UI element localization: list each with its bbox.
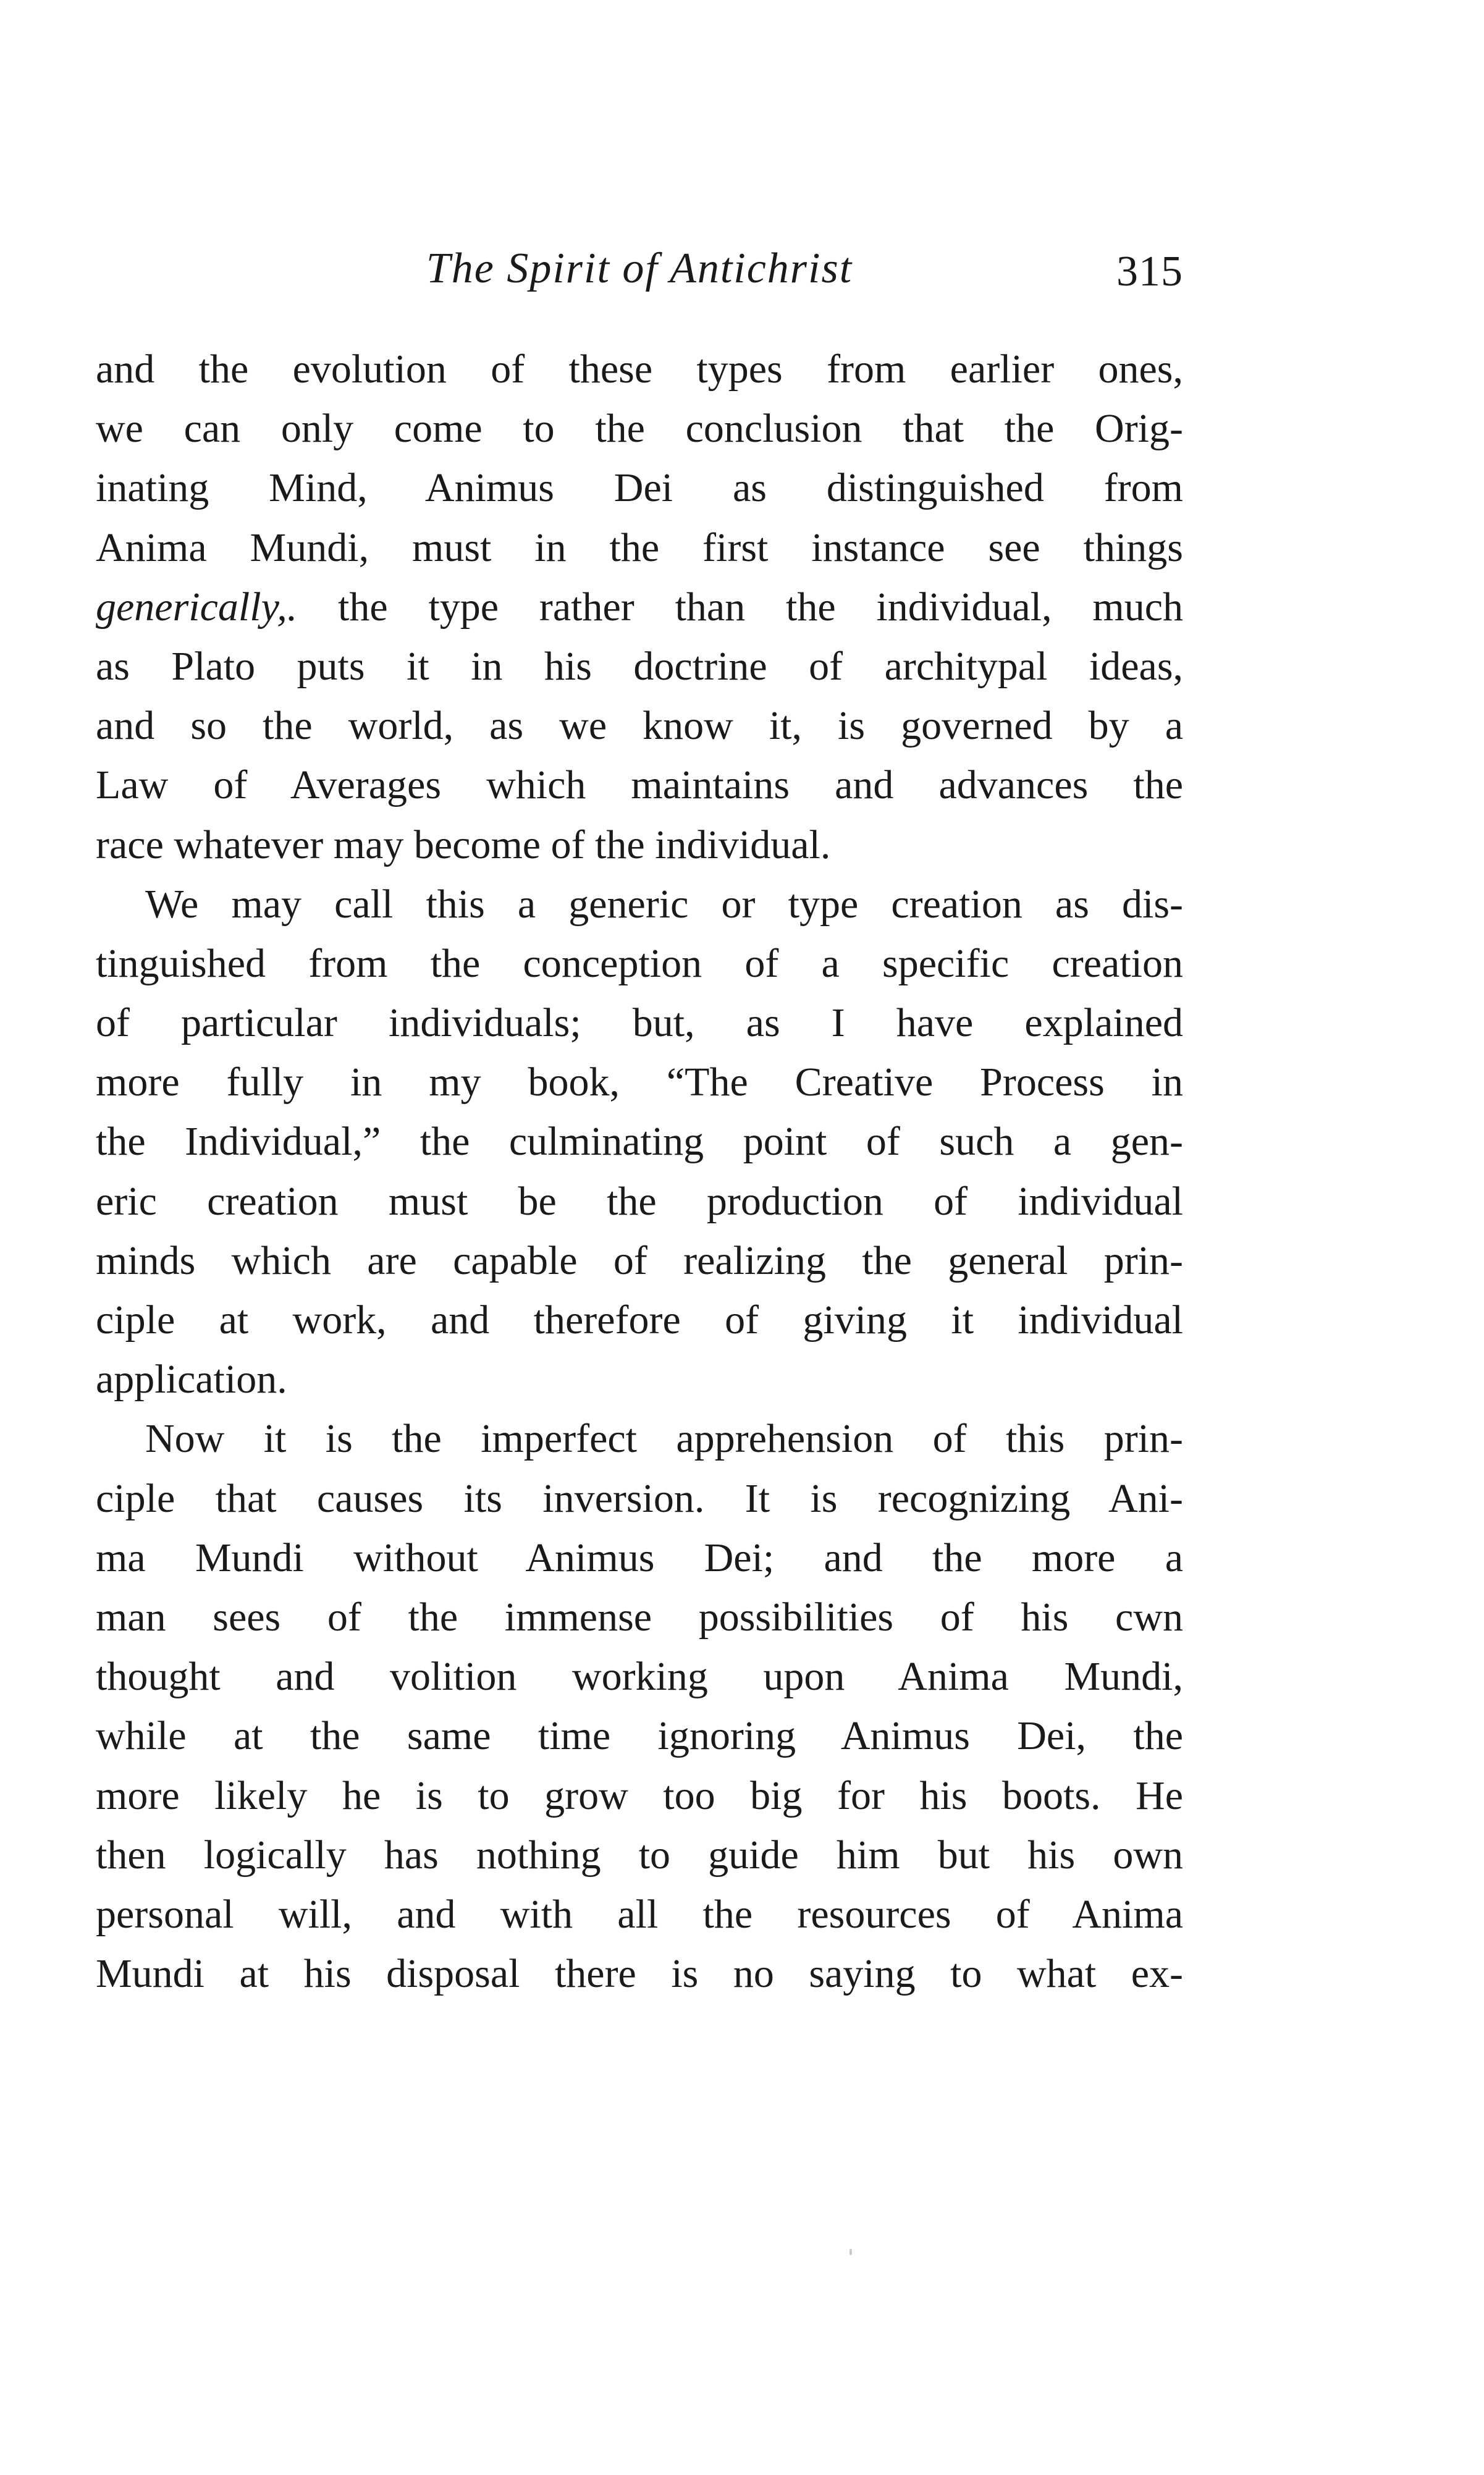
running-head <box>96 238 1183 312</box>
text-line: Mundi at his disposal there is no saying to what ex- <box>96 1951 1183 1997</box>
text-line: race whatever may become of the individual. <box>96 822 831 867</box>
italic-word: generically,. <box>96 584 298 630</box>
text-line: thought and volition working upon Anima Mundi, <box>96 1654 1183 1700</box>
text-line: Law of Averages which maintains and advances the <box>96 762 1183 808</box>
text-line: ma Mundi without Animus Dei; and the more a <box>96 1535 1183 1580</box>
text-line: Anima Mundi, must in the first instance see things <box>96 525 1183 570</box>
text-line: personal will, and with all the resources of Anima <box>96 1891 1183 1937</box>
text-line: of particular individuals; but, as I have explained <box>96 1000 1183 1046</box>
text-line <box>96 578 1183 637</box>
text-line: Now it is the imperfect apprehension of this prin- <box>145 1416 1183 1462</box>
text-line: while at the same time ignoring Animus Dei, the <box>96 1713 1183 1759</box>
text-line: tinguished from the conception of a specific creation <box>96 940 1183 986</box>
body-text <box>96 340 1183 2004</box>
text-line: application. <box>96 1357 287 1402</box>
page-number: 315 <box>1116 248 1183 295</box>
text-line: eric creation must be the production of individual <box>96 1178 1183 1224</box>
text-line: and so the world, as we know it, is governed by a <box>96 703 1183 749</box>
text-line-remainder: the type rather than the individual, much <box>338 584 1183 630</box>
text-line: then logically has nothing to guide him but his own <box>96 1832 1183 1878</box>
text-line: inating Mind, Animus Dei as distinguished from <box>96 465 1183 511</box>
text-line: ciple at work, and therefore of giving it individual <box>96 1297 1183 1343</box>
text-line: and the evolution of these types from earlier ones, <box>96 347 1183 392</box>
text-line: we can only come to the conclusion that the Orig- <box>96 406 1183 452</box>
text-line: minds which are capable of realizing the general prin- <box>96 1238 1183 1283</box>
text-line: as Plato puts it in his doctrine of architypal ideas, <box>96 643 1183 689</box>
text-line: the Individual,” the culminating point of such a gen- <box>96 1119 1183 1165</box>
text-line: more likely he is to grow too big for his boots. He <box>96 1773 1183 1818</box>
text-line: man sees of the immense possibilities of his cwn <box>96 1594 1183 1640</box>
paper-speck <box>850 2249 852 2255</box>
text-line: more fully in my book, “The Creative Process in <box>96 1060 1183 1105</box>
text-line: We may call this a generic or type creation as dis- <box>145 881 1183 927</box>
text-line: ciple that causes its inversion. It is recognizing Ani- <box>96 1475 1183 1521</box>
running-title: The Spirit of Antichrist <box>426 245 853 292</box>
